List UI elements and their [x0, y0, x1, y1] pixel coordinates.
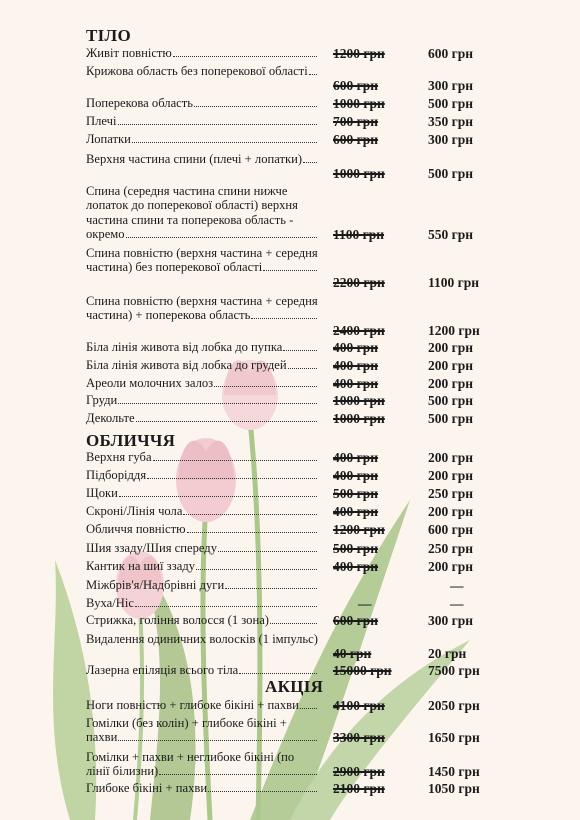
- service-name: [86, 613, 320, 627]
- old-price: 3300 грн: [333, 730, 385, 746]
- old-price: 1000 грн: [333, 166, 385, 182]
- old-price: 400 грн: [333, 468, 379, 483]
- new-price: 200 грн: [428, 450, 474, 465]
- service-name: [86, 559, 320, 573]
- service-name: [86, 663, 320, 677]
- price-row: [0, 663, 580, 677]
- service-name-text: Гомілки + пахви + неглибоке бікіні (по лінії білизни): [86, 750, 295, 779]
- new-price: 500 грн: [428, 393, 474, 408]
- service-name: [86, 294, 320, 323]
- price-row: [0, 781, 580, 795]
- old-price: 2900 грн: [333, 764, 385, 780]
- service-name-text: Глибоке бікіні + пахви: [86, 781, 208, 795]
- dot-leader: [300, 707, 317, 709]
- new-price: 550 грн: [428, 227, 474, 243]
- old-price: 1000 грн: [333, 96, 385, 111]
- dot-leader: [147, 477, 317, 479]
- service-name-text: Щоки: [86, 486, 118, 500]
- service-name: [86, 578, 320, 592]
- new-price: 500 грн: [428, 411, 474, 426]
- service-name-text: Шия ззаду/Шия спереду: [86, 541, 218, 555]
- old-price: 600 грн: [333, 78, 379, 94]
- price-row: [0, 114, 580, 128]
- old-price: —: [358, 596, 372, 611]
- new-price: 20 грн: [428, 646, 467, 662]
- dot-leader: [183, 513, 317, 515]
- new-price: 1050 грн: [428, 781, 480, 796]
- dot-leader: [303, 161, 317, 163]
- service-name-text: Ноги повністю + глибоке бікіні + пахви: [86, 698, 299, 712]
- old-price: 2400 грн: [333, 322, 385, 338]
- new-price: 200 грн: [428, 559, 474, 574]
- service-name-text: Верхня частина спини (плечі + лопатки): [86, 152, 303, 166]
- service-name-text: Кантик на шиї ззаду: [86, 559, 196, 573]
- service-name: [86, 46, 320, 60]
- old-price: 400 грн: [333, 376, 379, 391]
- dot-leader: [119, 495, 317, 497]
- price-row: [0, 246, 580, 289]
- old-price: 400 грн: [333, 450, 379, 465]
- new-price: 600 грн: [428, 46, 474, 61]
- service-name-text: Плечі: [86, 114, 117, 128]
- service-name: [86, 750, 320, 779]
- promo-section-title: АКЦІЯ: [265, 677, 324, 696]
- new-price: 1100 грн: [428, 274, 480, 290]
- new-price: 200 грн: [428, 376, 474, 391]
- service-name-text: Верхня губа: [86, 450, 152, 464]
- price-row: [0, 632, 580, 661]
- service-name-text: Ареоли молочних залоз: [86, 376, 214, 390]
- price-row: [0, 698, 580, 712]
- service-name: [86, 152, 320, 166]
- new-price: 250 грн: [428, 486, 474, 501]
- service-name: [86, 596, 320, 610]
- price-row: [0, 750, 580, 779]
- service-name: [86, 781, 320, 795]
- dot-leader: [270, 622, 317, 624]
- new-price: 200 грн: [428, 504, 474, 519]
- service-name-text: Видалення одиничних волосків (1 імпульс): [86, 632, 318, 646]
- price-row: [0, 559, 580, 573]
- old-price: 1200 грн: [333, 522, 385, 537]
- price-row: [0, 376, 580, 390]
- dot-leader: [136, 420, 317, 422]
- old-price: 2200 грн: [333, 274, 385, 290]
- dot-leader: [218, 550, 317, 552]
- price-row: [0, 340, 580, 354]
- price-row: [0, 132, 580, 146]
- dot-leader: [118, 402, 317, 404]
- service-name: [86, 340, 320, 354]
- service-name-text: Скроні/Лінія чола: [86, 504, 183, 518]
- body-section-title: ТІЛО: [86, 26, 132, 45]
- service-name: [86, 632, 320, 646]
- service-name: [86, 486, 320, 500]
- service-name-text: Стрижка, гоління волосся (1 зона): [86, 613, 269, 627]
- dot-leader: [214, 385, 317, 387]
- service-name-text: Біла лінія живота від лобка до пупка: [86, 340, 283, 354]
- new-price: —: [450, 596, 464, 611]
- service-name-text: Міжбрів'я/Надбрівні дуги: [86, 578, 225, 592]
- price-row: [0, 468, 580, 482]
- service-name-text: Вуха/Ніс: [86, 596, 134, 610]
- price-row: [0, 64, 580, 93]
- new-price: 200 грн: [428, 468, 474, 483]
- service-name: [86, 698, 320, 712]
- dot-leader: [196, 568, 317, 570]
- dot-leader: [225, 587, 317, 589]
- service-name-text: Обличчя повністю: [86, 522, 186, 536]
- price-row: [0, 411, 580, 425]
- price-row: [0, 450, 580, 464]
- new-price: 1650 грн: [428, 730, 480, 746]
- old-price: 700 грн: [333, 114, 379, 129]
- price-row: [0, 96, 580, 110]
- service-name: [86, 114, 320, 128]
- dot-leader: [118, 739, 317, 741]
- dot-leader: [187, 531, 317, 533]
- new-price: 500 грн: [428, 166, 474, 182]
- dot-leader: [239, 672, 317, 674]
- dot-leader: [132, 141, 317, 143]
- service-name: [86, 468, 320, 482]
- price-row: [0, 578, 580, 592]
- price-row: [0, 596, 580, 610]
- new-price: 200 грн: [428, 358, 474, 373]
- service-name: [86, 358, 320, 372]
- old-price: 2100 грн: [333, 781, 385, 796]
- service-name-text: Спина повністю (верхня частина + середня частина) без поперекової області: [86, 246, 318, 275]
- service-name-text: Поперекова область: [86, 96, 194, 110]
- dot-leader: [288, 367, 317, 369]
- service-name-text: Спина (середня частина спини нижче лопаток до поперекової області) верхня частина спини та поперекова область - окремо: [86, 184, 298, 242]
- price-row: [0, 541, 580, 555]
- dot-leader: [118, 123, 318, 125]
- dot-leader: [135, 605, 317, 607]
- service-name-text: Декольте: [86, 411, 135, 425]
- new-price: 300 грн: [428, 78, 474, 94]
- new-price: 2050 грн: [428, 698, 480, 713]
- service-name: [86, 504, 320, 518]
- service-name-text: Лопатки: [86, 132, 131, 146]
- old-price: 500 грн: [333, 541, 379, 556]
- new-price: 350 грн: [428, 114, 474, 129]
- service-name: [86, 184, 320, 242]
- old-price: 1000 грн: [333, 393, 385, 408]
- service-name-text: Гомілки (без колін) + глибоке бікіні + пахви: [86, 716, 287, 745]
- old-price: 1100 грн: [333, 227, 385, 243]
- price-row: [0, 294, 580, 337]
- service-name: [86, 64, 320, 78]
- dot-leader: [173, 55, 317, 57]
- price-row: [0, 184, 580, 242]
- old-price: 15000 грн: [333, 663, 392, 678]
- price-row: [0, 613, 580, 627]
- price-row: [0, 358, 580, 372]
- dot-leader: [153, 459, 317, 461]
- dot-leader: [194, 105, 317, 107]
- price-row: [0, 504, 580, 518]
- old-price: 500 грн: [333, 486, 379, 501]
- old-price: 600 грн: [333, 132, 379, 147]
- new-price: 1450 грн: [428, 764, 480, 780]
- new-price: 250 грн: [428, 541, 474, 556]
- new-price: 600 грн: [428, 522, 474, 537]
- price-row: [0, 152, 580, 181]
- price-row: [0, 486, 580, 500]
- dot-leader: [309, 73, 317, 75]
- old-price: 400 грн: [333, 504, 379, 519]
- service-name-text: Біла лінія живота від лобка до грудей: [86, 358, 287, 372]
- dot-leader: [251, 317, 317, 319]
- new-price: 1200 грн: [428, 322, 480, 338]
- dot-leader: [263, 269, 317, 271]
- new-price: 200 грн: [428, 340, 474, 355]
- service-name-text: Лазерна епіляція всього тіла: [86, 663, 239, 677]
- service-name-text: Груди: [86, 393, 118, 407]
- old-price: 4100 грн: [333, 698, 385, 713]
- service-name: [86, 393, 320, 407]
- service-name: [86, 411, 320, 425]
- new-price: —: [450, 578, 464, 593]
- dot-leader: [208, 790, 317, 792]
- dot-leader: [159, 773, 317, 775]
- price-row: [0, 46, 580, 60]
- old-price: 600 грн: [333, 613, 379, 628]
- dot-leader: [283, 349, 317, 351]
- service-name: [86, 541, 320, 555]
- face-section-title: ОБЛИЧЧЯ: [86, 431, 176, 450]
- service-name: [86, 522, 320, 536]
- service-name: [86, 716, 320, 745]
- service-name-text: Підборіддя: [86, 468, 147, 482]
- price-row: [0, 393, 580, 407]
- service-name: [86, 96, 320, 110]
- old-price: 40 грн: [333, 646, 372, 662]
- old-price: 400 грн: [333, 559, 379, 574]
- service-name: [86, 450, 320, 464]
- service-name-text: Живіт повністю: [86, 46, 172, 60]
- old-price: 1200 грн: [333, 46, 385, 61]
- old-price: 400 грн: [333, 340, 379, 355]
- service-name: [86, 376, 320, 390]
- dot-leader: [126, 236, 317, 238]
- service-name-text: Крижова область без поперекової області: [86, 64, 308, 78]
- new-price: 300 грн: [428, 613, 474, 628]
- price-row: [0, 522, 580, 536]
- old-price: 400 грн: [333, 358, 379, 373]
- price-row: [0, 716, 580, 745]
- service-name-text: Спина повністю (верхня частина + середня частина) + поперекова область: [86, 294, 318, 323]
- new-price: 300 грн: [428, 132, 474, 147]
- new-price: 500 грн: [428, 96, 474, 111]
- service-name: [86, 246, 320, 275]
- service-name: [86, 132, 320, 146]
- new-price: 7500 грн: [428, 663, 480, 678]
- old-price: 1000 грн: [333, 411, 385, 426]
